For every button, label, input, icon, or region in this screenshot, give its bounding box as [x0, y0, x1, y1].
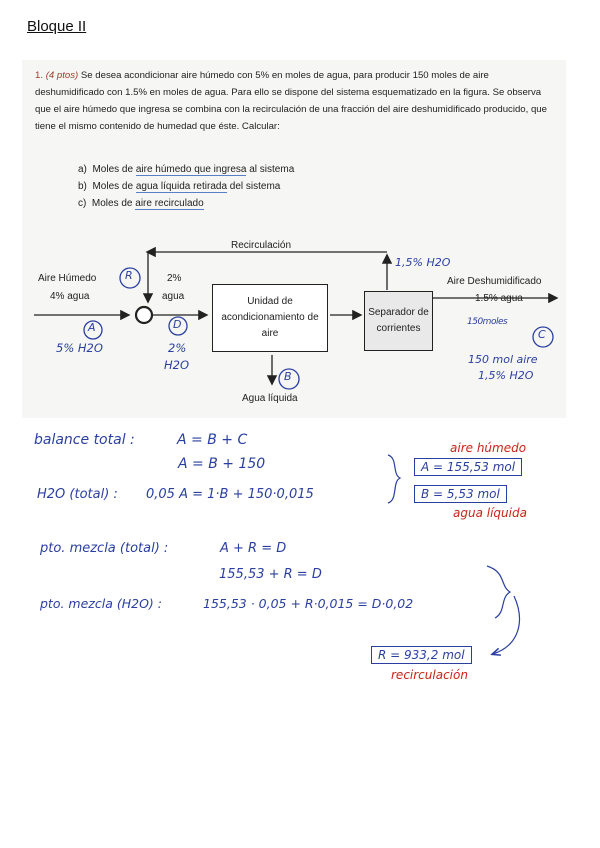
hw-balance-label: balance total : — [34, 432, 135, 448]
question-number: 1. — [35, 70, 44, 81]
inlet-water-label: 4% agua — [50, 291, 90, 302]
hw-R: R — [125, 269, 133, 282]
hw-recirc-note: 1,5% H2O — [395, 256, 451, 269]
hw-A-note: 5% H2O — [56, 341, 103, 355]
separator-box-label: Separador de corrientes — [368, 307, 429, 334]
hw-eq5: 155,53 + R = D — [219, 567, 322, 582]
hw-ans-B-caption: agua líquida — [453, 506, 527, 520]
hw-eq6: 155,53 · 0,05 + R·0,015 = D·0,02 — [203, 596, 414, 611]
outlet-water-label: 1.5% agua — [475, 293, 523, 304]
item-pre: Moles de — [91, 198, 136, 209]
hw-D: D — [173, 318, 182, 331]
hw-ans-A-caption: aire húmedo — [450, 441, 527, 455]
item-underlined: aire recirculado — [135, 198, 204, 209]
inlet-label: Aire Húmedo — [38, 273, 97, 284]
answer-A-box: A = 155,53 mol — [414, 458, 522, 476]
answer-R-box: R = 933,2 mol — [371, 646, 472, 664]
item-underlined: aire húmedo que ingresa — [135, 164, 247, 175]
item-pre: Moles de — [92, 164, 136, 175]
item-prefix: c) — [78, 198, 87, 209]
hw-eq1: A = B + C — [177, 432, 248, 448]
mixing-point — [136, 307, 152, 323]
item-pre: Moles de — [92, 181, 136, 192]
unit-box — [212, 284, 328, 352]
hw-C: C — [538, 328, 546, 341]
section-title: Bloque II — [27, 18, 87, 35]
mix-water-pct: 2% — [167, 273, 182, 284]
hw-D-note-2: H2O — [164, 358, 190, 372]
hw-A: A — [88, 321, 96, 334]
item-post: al sistema — [246, 164, 295, 175]
hw-ans-R-caption: recirculación — [391, 668, 468, 682]
brace-arrow-mark — [487, 566, 519, 654]
mix-water-word: agua — [162, 291, 185, 302]
hw-eq4: A + R = D — [220, 541, 287, 556]
item-post: del sistema — [227, 181, 281, 192]
separator-box — [364, 291, 433, 351]
hw-eq3: 0,05 A = 1·B + 150·0,015 — [146, 487, 314, 502]
hw-D-note-1: 2% — [168, 341, 187, 355]
brace-mark — [388, 455, 400, 503]
hw-C-note-2: 1,5% H2O — [478, 369, 534, 382]
item-underlined: agua líquida retirada — [135, 181, 228, 192]
liquid-label: Agua líquida — [242, 393, 298, 404]
question-text: Se desea acondicionar aire húmedo con 5% en moles de agua, para producir 150 moles de aire deshumidificado con 1.5% en moles de agua. Para ello se dispone del sistema esquematizado en la figura. Se observa que el aire húmedo que ingresa se combina con la recirculación de una fracción del aire deshumidificado producido, que tiene el mismo contenido de humedad que éste. Calcular: — [35, 70, 547, 132]
recirculation-label: Recirculación — [231, 240, 292, 251]
question-points: (4 ptos) — [45, 70, 79, 81]
hw-C-note-1: 150 mol aire — [468, 353, 538, 366]
hw-outlet-scribble: 150moles — [467, 317, 508, 327]
outlet-label: Aire Deshumidificado — [447, 276, 542, 287]
hw-mix-total-label: pto. mezcla (total) : — [40, 541, 169, 556]
hw-eq2: A = B + 150 — [178, 456, 266, 472]
item-prefix: b) — [78, 181, 87, 192]
hw-B: B — [284, 370, 292, 383]
unit-box-label: Unidad de acondicionamiento de aire — [221, 296, 319, 339]
answer-B-box: B = 5,53 mol — [414, 485, 507, 503]
item-prefix: a) — [78, 164, 87, 175]
hw-mix-h2o-label: pto. mezcla (H2O) : — [40, 596, 162, 611]
hw-h2o-label: H2O (total) : — [37, 487, 118, 502]
